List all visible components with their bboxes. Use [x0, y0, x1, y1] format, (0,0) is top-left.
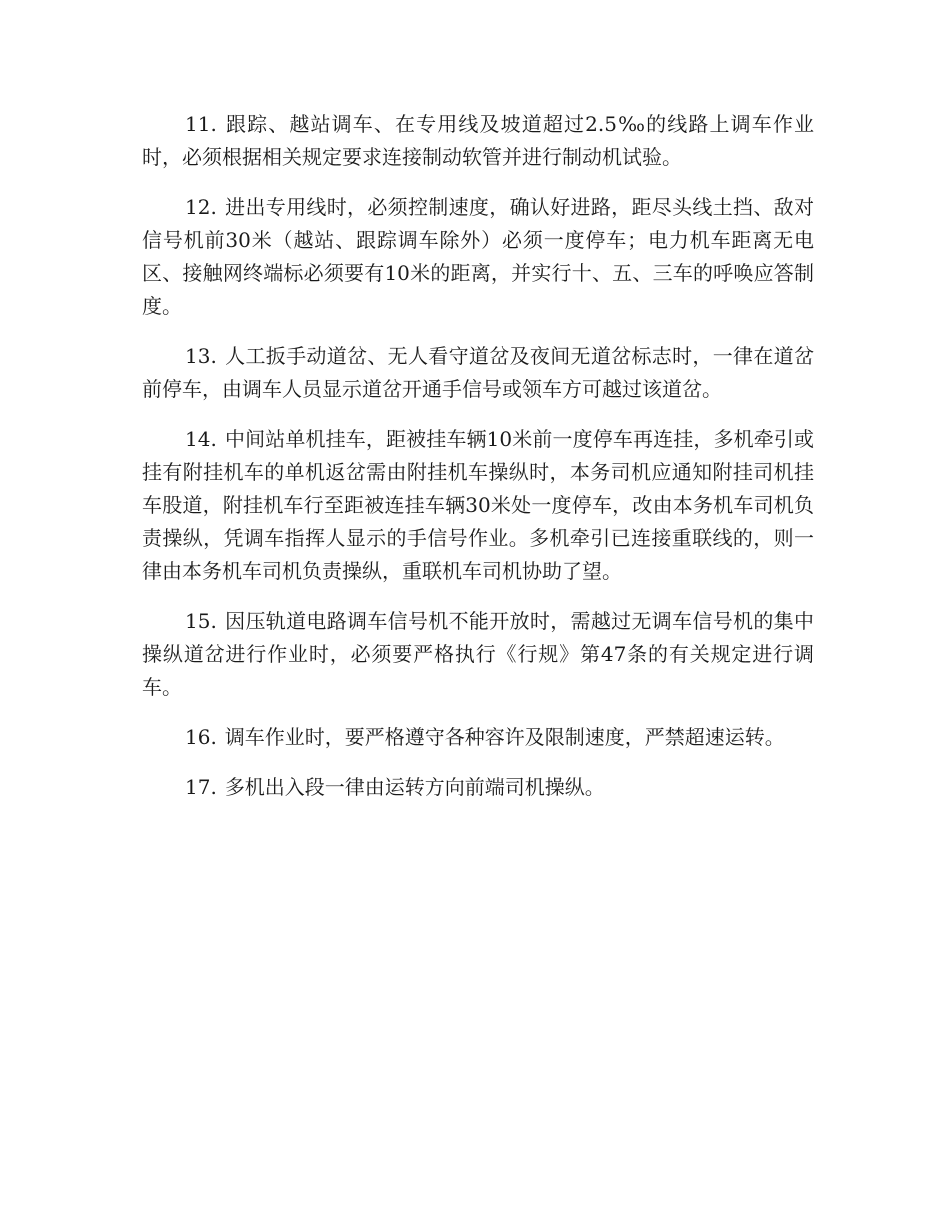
paragraph-14 — [142, 423, 814, 588]
paragraph-17 — [142, 771, 814, 804]
paragraph-15 — [142, 605, 814, 704]
paragraph-text: 中间站单机挂车，距被挂车辆10米前一度停车再连挂，多机牵引或挂有附挂机车的单机返岔需由附挂机车操纵时，本务司机应通知附挂司机挂车股道，附挂机车行至距被连挂车辆30米处一度停车，改由本务机车司机负责操纵，凭调车指挥人显示的手信号作业。多机牵引已连接重联线的，则一律由本务机车司机负责操纵，重联机车司机协助了望。 — [142, 427, 814, 583]
paragraph-number: 14. — [185, 427, 217, 451]
paragraph-number: 11. — [185, 112, 217, 136]
paragraph-number: 16. — [185, 725, 217, 749]
paragraph-text: 多机出入段一律由运转方向前端司机操纵。 — [224, 775, 605, 799]
paragraph-11 — [142, 108, 814, 174]
paragraph-text: 调车作业时，要严格遵守各种容许及限制速度，严禁超速运转。 — [224, 725, 785, 749]
paragraph-number: 15. — [185, 609, 217, 633]
paragraph-number: 17. — [185, 775, 217, 799]
paragraph-text: 人工扳手动道岔、无人看守道岔及夜间无道岔标志时，一律在道岔前停车，由调车人员显示道岔开通手信号或领车方可越过该道岔。 — [142, 344, 814, 401]
paragraph-number: 13. — [185, 344, 217, 368]
paragraph-text: 因压轨道电路调车信号机不能开放时，需越过无调车信号机的集中操纵道岔进行作业时，必须要严格执行《行规》第47条的有关规定进行调车。 — [142, 609, 814, 699]
paragraph-number: 12. — [185, 195, 217, 219]
document-body — [142, 108, 814, 821]
paragraph-12 — [142, 191, 814, 323]
paragraph-13 — [142, 340, 814, 406]
paragraph-16 — [142, 721, 814, 754]
paragraph-text: 进出专用线时，必须控制速度，确认好进路，距尽头线土挡、敌对信号机前30米（越站、跟踪调车除外）必须一度停车；电力机车距离无电区、接触网终端标必须要有10米的距离，并实行十、五、三车的呼唤应答制度。 — [142, 195, 814, 318]
paragraph-text: 跟踪、越站调车、在专用线及坡道超过2.5‰的线路上调车作业时，必须根据相关规定要求连接制动软管并进行制动机试验。 — [142, 112, 814, 169]
